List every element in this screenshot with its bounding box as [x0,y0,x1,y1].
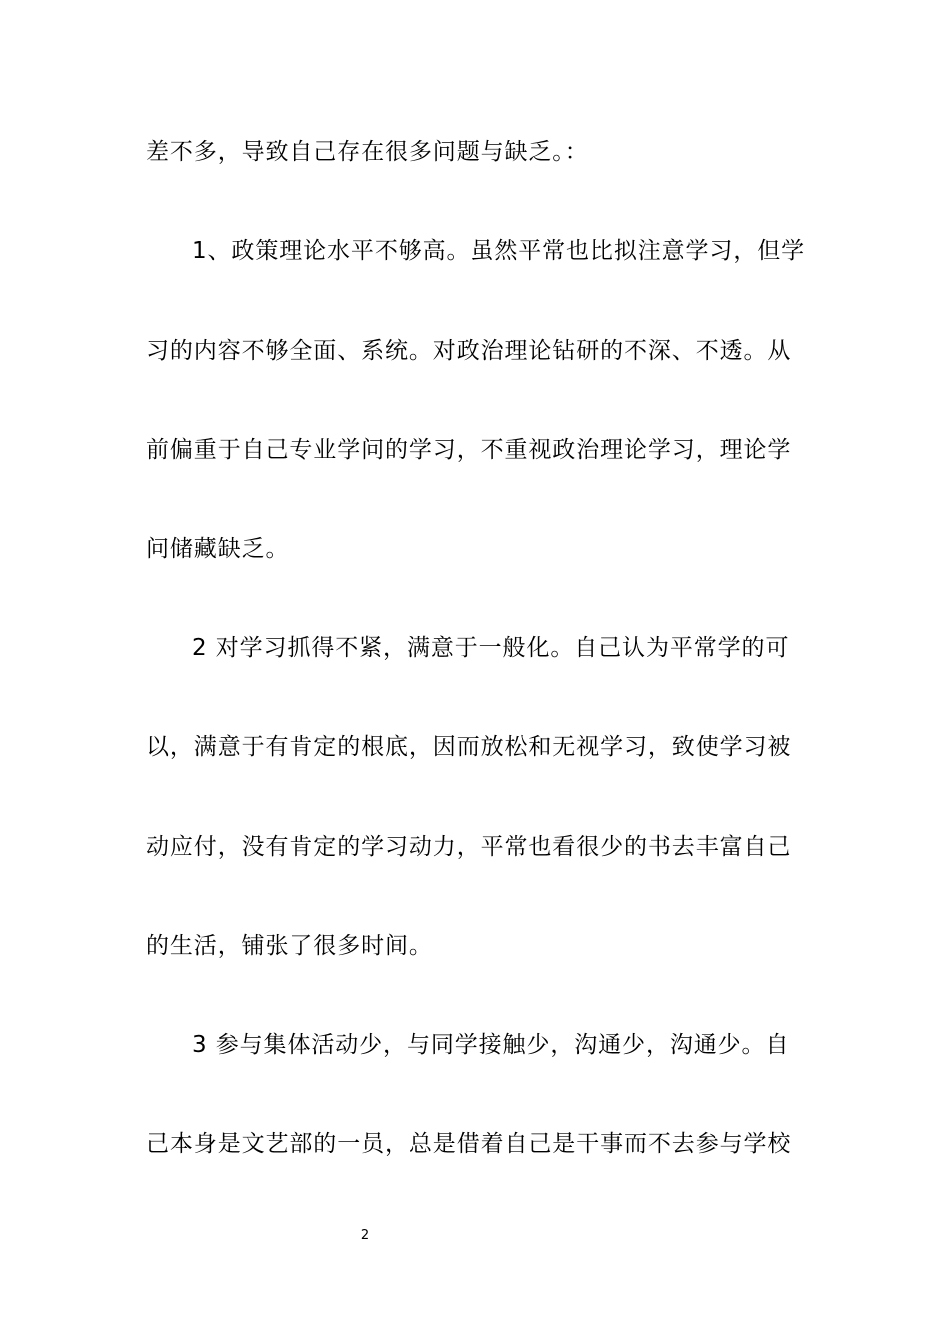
text-line: 以，满意于有肯定的根底，因而放松和无视学习，致使学习被 [146,734,792,760]
text-line: 差不多，导致自己存在很多问题与缺乏。： [146,139,589,165]
text-line: 前偏重于自己专业学问的学习，不重视政治理论学习，理论学 [146,437,792,463]
paragraph-first-line: 2 对学习抓得不紧，满意于一般化。自己认为平常学的可 [192,635,790,661]
text-line: 习的内容不够全面、系统。对政治理论钻研的不深、不透。从 [146,338,792,364]
paragraph-first-line: 3 参与集体活动少，与同学接触少，沟通少，沟通少。自 [192,1032,790,1058]
text-line: 的生活，铺张了很多时间。 [146,933,433,959]
text-line: 问储藏缺乏。 [146,536,290,562]
paragraph-first-line: 1、政策理论水平不够高。虽然平常也比拟注意学习，但学 [192,238,806,264]
text-line: 己本身是文艺部的一员，总是借着自己是干事而不去参与学校 [146,1131,792,1157]
page-number: 2 [360,1228,370,1243]
text-line: 动应付，没有肯定的学习动力，平常也看很少的书去丰富自己 [146,834,792,860]
